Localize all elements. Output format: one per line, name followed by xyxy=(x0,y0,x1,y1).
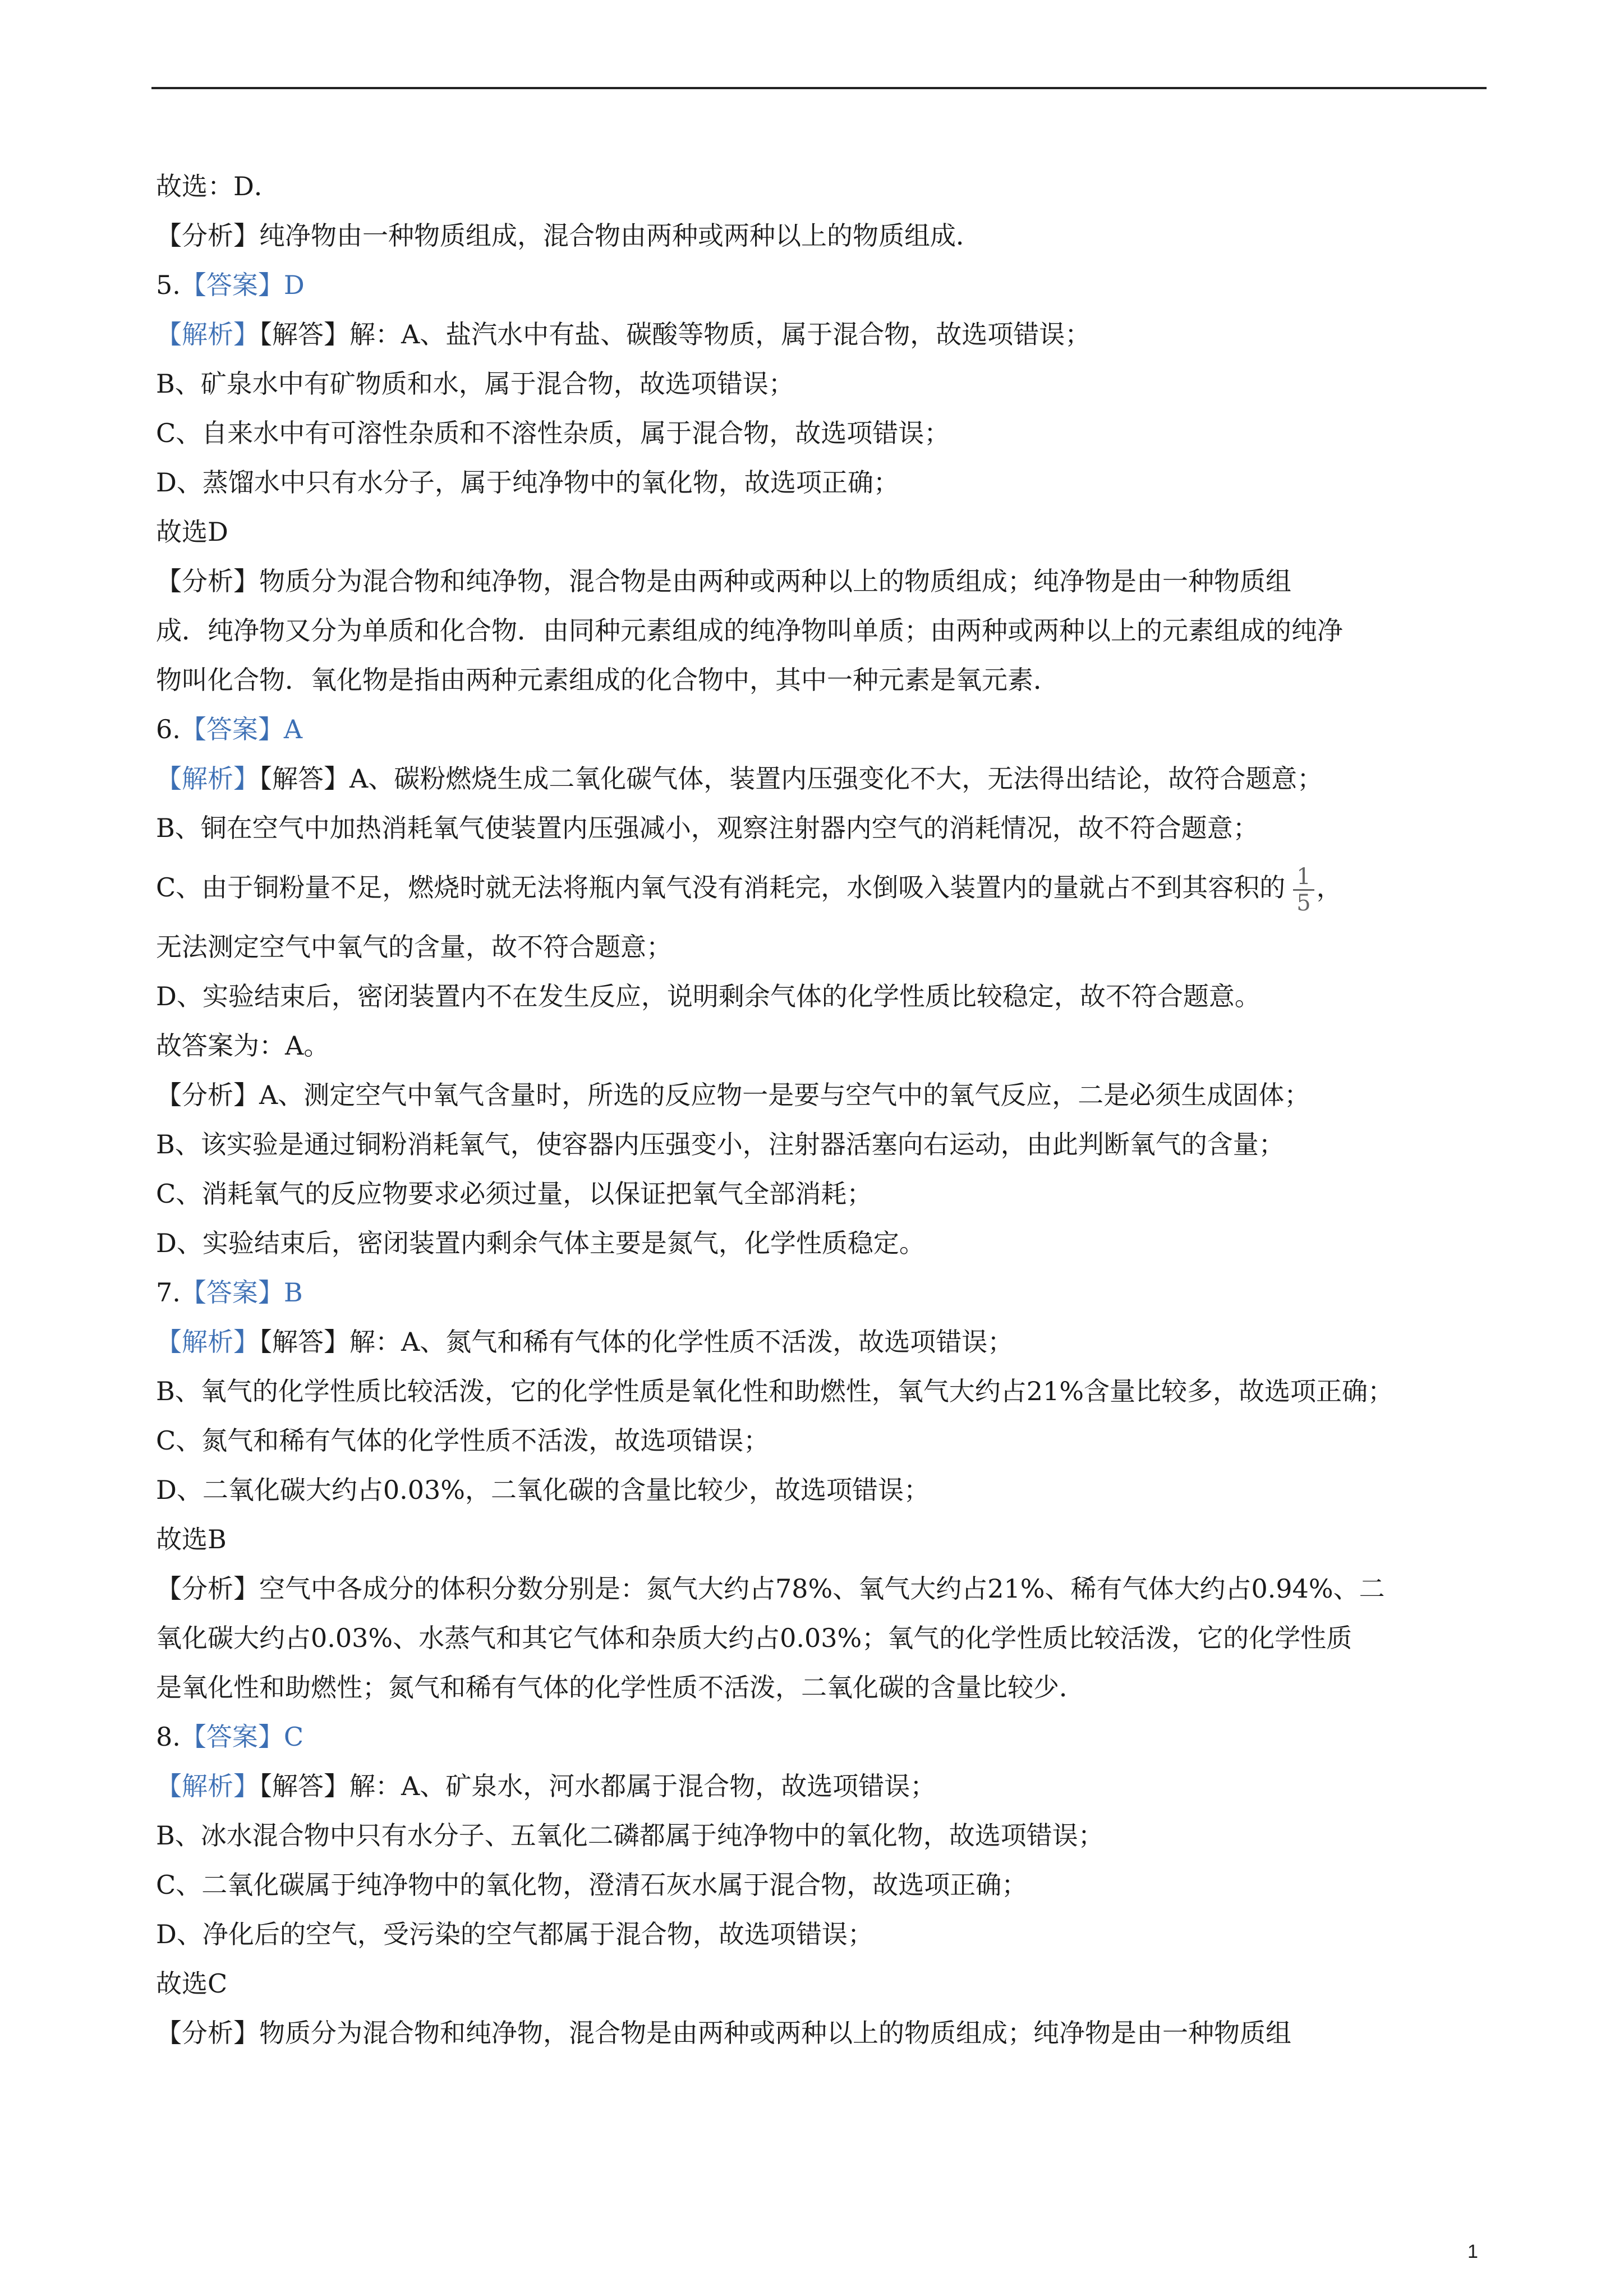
text-line: 【分析】纯净物由一种物质组成，混合物由两种或两种以上的物质组成． xyxy=(156,220,982,251)
question-number: 5. xyxy=(156,270,181,300)
text-segment: ， xyxy=(1316,872,1342,903)
text-line: 故选B xyxy=(156,1524,227,1554)
text-line: 【分析】物质分为混合物和纯净物，混合物是由两种或两种以上的物质组成；纯净物是由一种物质组 xyxy=(156,566,1291,596)
answer-text: 【答案】C xyxy=(180,1722,304,1752)
answer-text: 【答案】A xyxy=(180,714,303,744)
answer-line xyxy=(156,1268,1491,1317)
text-line: 故选D xyxy=(156,517,228,547)
text-line: B、铜在空气中加热消耗氧气使装置内压强减小，观察注射器内空气的消耗情况，故不符合题意； xyxy=(156,813,1259,843)
fraction-denominator: 5 xyxy=(1296,890,1311,916)
text-line: C、氮气和稀有气体的化学性质不活泼，故选项错误； xyxy=(156,1425,770,1456)
fraction xyxy=(1293,864,1314,915)
text-line: C、自来水中有可溶性杂质和不溶性杂质，属于混合物，故选项错误； xyxy=(156,418,950,448)
text-line: B、矿泉水中有矿物质和水，属于混合物，故选项错误； xyxy=(156,369,794,399)
text-line: 物叫化合物．氧化物是指由两种元素组成的化合物中，其中一种元素是氧元素． xyxy=(156,665,1059,695)
text-line: 故答案为：A。 xyxy=(156,1030,330,1061)
text-line: D、实验结束后，密闭装置内不在发生反应，说明剩余气体的化学性质比较稳定，故不符合题意。 xyxy=(156,981,1260,1011)
jiexi-label: 【解析】 xyxy=(156,1771,259,1801)
jiexi-label: 【解析】 xyxy=(156,1327,259,1357)
page-number: 1 xyxy=(1467,2241,1478,2262)
text-segment: C、由于铜粉量不足，燃烧时就无法将瓶内氧气没有消耗完，水倒吸入装置内的量就占不到其容积的 xyxy=(156,872,1286,903)
answer-text: 【答案】D xyxy=(180,270,305,300)
text-line: 【分析】空气中各成分的体积分数分别是：氮气大约占78%、氧气大约占21%、稀有气体大约占0.94%、二 xyxy=(156,1573,1385,1604)
text-line: D、蒸馏水中只有水分子，属于纯净物中的氧化物，故选项正确； xyxy=(156,467,899,498)
text-line: 成．纯净物又分为单质和化合物．由同种元素组成的纯净物叫单质；由两种或两种以上的元素组成的纯净 xyxy=(156,615,1343,646)
text-line: 【分析】物质分为混合物和纯净物，混合物是由两种或两种以上的物质组成；纯净物是由一种物质组 xyxy=(156,2018,1291,2048)
text-line: 是氧化性和助燃性；氮气和稀有气体的化学性质不活泼，二氧化碳的含量比较少． xyxy=(156,1672,1085,1703)
header-rule xyxy=(151,87,1487,89)
solution-text: 【解答】解：A、矿泉水，河水都属于混合物，故选项错误； xyxy=(259,1771,936,1801)
jiexi-label: 【解析】 xyxy=(156,763,259,794)
text-line: 故选C xyxy=(156,1968,228,1999)
solution-line xyxy=(156,310,1491,359)
text-line: B、氧气的化学性质比较活泼，它的化学性质是氧化性和助燃性，氧气大约占21%含量比较多，故选项正确； xyxy=(156,1376,1394,1406)
answer-line xyxy=(156,260,1491,310)
solution-line xyxy=(156,1317,1491,1366)
text-line: D、实验结束后，密闭装置内剩余气体主要是氮气，化学性质稳定。 xyxy=(156,1228,925,1258)
question-number: 8. xyxy=(156,1722,181,1752)
text-line: 故选：D． xyxy=(156,171,280,201)
jiexi-label: 【解析】 xyxy=(156,319,259,349)
text-line: 无法测定空气中氧气的含量，故不符合题意； xyxy=(156,932,672,962)
answer-line xyxy=(156,1712,1491,1761)
fraction-numerator: 1 xyxy=(1293,864,1314,891)
answer-text: 【答案】B xyxy=(180,1277,303,1308)
solution-text: 【解答】解：A、氮气和稀有气体的化学性质不活泼，故选项错误； xyxy=(259,1327,1014,1357)
text-line: D、二氧化碳大约占0.03%，二氧化碳的含量比较少，故选项错误； xyxy=(156,1475,930,1505)
question-number: 7. xyxy=(156,1277,181,1308)
solution-text: 【解答】解：A、盐汽水中有盐、碳酸等物质，属于混合物，故选项错误； xyxy=(259,319,1091,349)
question-number: 6. xyxy=(156,714,181,744)
text-line: D、净化后的空气，受污染的空气都属于混合物，故选项错误； xyxy=(156,1919,873,1949)
text-line: 氧化碳大约占0.03%、水蒸气和其它气体和杂质大约占0.03%；氧气的化学性质比较活泼，它的化学性质 xyxy=(156,1623,1352,1653)
answer-line xyxy=(156,705,1491,754)
solution-line xyxy=(156,1761,1491,1811)
text-line: C、二氧化碳属于纯净物中的氧化物，澄清石灰水属于混合物，故选项正确； xyxy=(156,1870,1028,1900)
text-line: 【分析】A、测定空气中氧气含量时，所选的反应物一是要与空气中的氧气反应，二是必须生成固体； xyxy=(156,1080,1310,1110)
document-body xyxy=(156,162,1491,2058)
text-line-with-fraction xyxy=(156,853,1491,922)
text-line: B、该实验是通过铜粉消耗氧气，使容器内压强变小，注射器活塞向右运动，由此判断氧气的含量； xyxy=(156,1129,1285,1159)
text-line: C、消耗氧气的反应物要求必须过量，以保证把氧气全部消耗； xyxy=(156,1179,873,1209)
solution-text: 【解答】A、碳粉燃烧生成二氧化碳气体，装置内压强变化不大，无法得出结论，故符合题意； xyxy=(259,763,1323,794)
solution-line xyxy=(156,754,1491,803)
text-line: B、冰水混合物中只有水分子、五氧化二磷都属于纯净物中的氧化物，故选项错误； xyxy=(156,1820,1104,1851)
